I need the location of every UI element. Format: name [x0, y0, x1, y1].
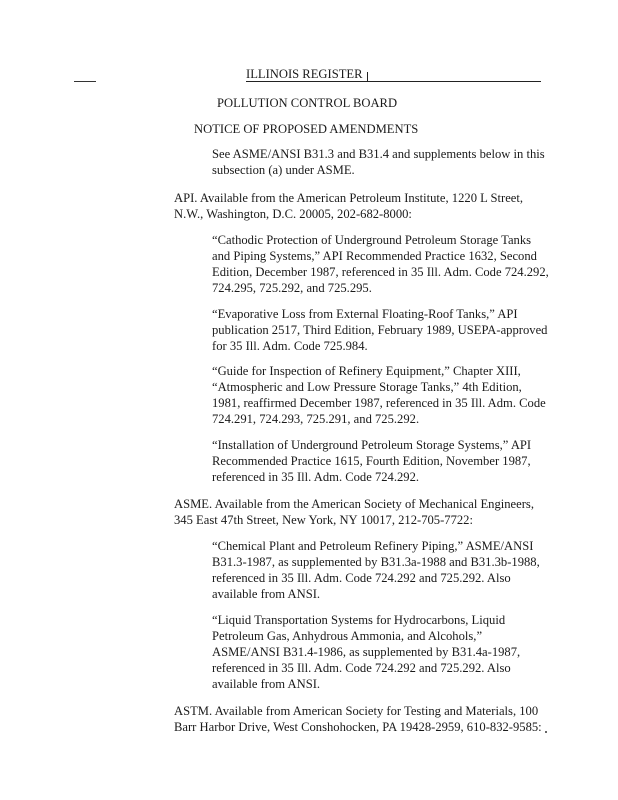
asme-entry-line: referenced in 35 Ill. Adm. Code 724.292 and 725.292. Also: [212, 661, 511, 675]
api-entry-line: “Atmospheric and Low Pressure Storage Tanks,” 4th Edition,: [212, 380, 522, 394]
asme-intro-line: ASME. Available from the American Society of Mechanical Engineers,: [174, 497, 534, 511]
api-intro-line: N.W., Washington, D.C. 20005, 202-682-8000:: [174, 207, 412, 221]
api-intro-line: API. Available from the American Petroleum Institute, 1220 L Street,: [174, 191, 524, 205]
asme-entry-line: “Chemical Plant and Petroleum Refinery Piping,” ASME/ANSI: [212, 539, 534, 553]
asme-entry-line: available from ANSI.: [212, 587, 321, 601]
api-entry-line: and Piping Systems,” API Recommended Practice 1632, Second: [212, 249, 537, 263]
api-entry-line: “Evaporative Loss from External Floating-Roof Tanks,” API: [212, 307, 518, 321]
header-rule-left: [74, 81, 96, 82]
api-entry-line: Recommended Practice 1615, Fourth Edition, November 1987,: [212, 454, 531, 468]
notice-title: NOTICE OF PROPOSED AMENDMENTS: [194, 122, 419, 136]
api-entry-line: Edition, December 1987, referenced in 35 Ill. Adm. Code 724.292,: [212, 265, 549, 279]
asme-entry-line: Petroleum Gas, Anhydrous Ammonia, and Alcohols,”: [212, 629, 483, 643]
header-rule-tick: [367, 72, 368, 81]
see-note-line: subsection (a) under ASME.: [212, 163, 355, 177]
asme-entry-line: B31.3-1987, as supplemented by B31.3a-1988 and B31.3b-1988,: [212, 555, 540, 569]
api-entry-line: “Cathodic Protection of Underground Petroleum Storage Tanks: [212, 233, 532, 247]
asme-entry-line: ASME/ANSI B31.4-1986, as supplemented by B31.4a-1987,: [212, 645, 521, 659]
register-title: ILLINOIS REGISTER: [246, 67, 363, 81]
api-entry-line: 1981, reaffirmed December 1987, referenced in 35 Ill. Adm. Code: [212, 396, 546, 410]
api-entry-line: for 35 Ill. Adm. Code 725.984.: [212, 339, 368, 353]
see-note-line: See ASME/ANSI B31.3 and B31.4 and supplements below in this: [212, 147, 545, 161]
asme-entry-line: available from ANSI.: [212, 677, 321, 691]
asme-entry-line: “Liquid Transportation Systems for Hydrocarbons, Liquid: [212, 613, 506, 627]
board-title: POLLUTION CONTROL BOARD: [217, 96, 398, 110]
asme-entry-line: referenced in 35 Ill. Adm. Code 724.292 and 725.292. Also: [212, 571, 511, 585]
api-entry-line: publication 2517, Third Edition, February 1989, USEPA-approved: [212, 323, 548, 337]
api-entry-line: “Installation of Underground Petroleum Storage Systems,” API: [212, 438, 532, 452]
astm-intro-line: Barr Harbor Drive, West Conshohocken, PA 19428-2959, 610-832-9585:: [174, 720, 542, 734]
api-entry-line: 724.295, 725.292, and 725.295.: [212, 281, 372, 295]
asme-intro-line: 345 East 47th Street, New York, NY 10017, 212-705-7722:: [174, 513, 473, 527]
astm-intro-line: ASTM. Available from American Society for Testing and Materials, 100: [174, 704, 539, 718]
api-entry-line: 724.291, 724.293, 725.291, and 725.292.: [212, 412, 420, 426]
scan-speck: [545, 731, 547, 733]
api-entry-line: referenced in 35 Ill. Adm. Code 724.292.: [212, 470, 420, 484]
api-entry-line: “Guide for Inspection of Refinery Equipment,” Chapter XIII,: [212, 364, 521, 378]
